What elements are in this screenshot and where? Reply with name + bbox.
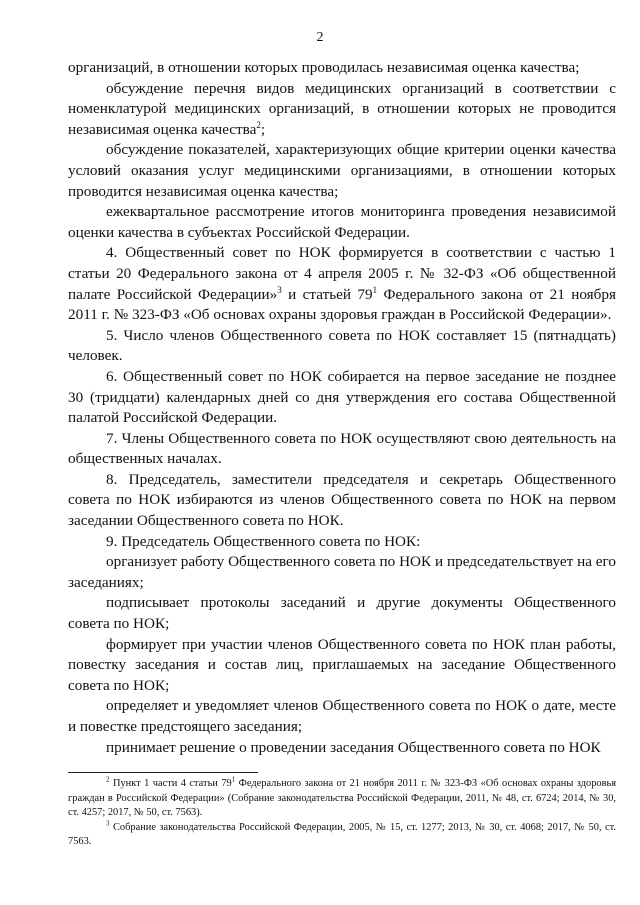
footnote: $^3$ Собрание законодательства Российской Федерации, 2005, № 15, ст. 1277; 2013, № 30, ст. 4068; 2017, № 50, ст. 7563. [68,819,616,848]
paragraph: ежеквартальное рассмотрение итогов мониторинга проведения независимой оценки качества в субъектах Российской Федерации. [68,203,616,241]
footnote-mark: 3 [106,819,110,828]
footnote-ref: 3 [277,284,282,295]
paragraph: 9. Председатель Общественного совета по НОК: [106,532,421,550]
paragraph: организаций, в отношении которых проводилась независимая оценка качества; [68,59,580,76]
paragraph: определяет и уведомляет членов Общественного совета по НОК о дате, месте и повестке предстоящего заседания; [68,697,616,735]
footnote: $^2$ Пункт 1 части 4 статьи $79^1$ Федерального закона от 21 ноября 2011 г. № 323-ФЗ «Об основах охраны здоровья граждан в Российской Федерации» (Собрание законодательства Российской Федерации, 2011, № 48, ст. 6724; 2014, № 30, ст. 4257; 2017, № 50, ст. 7563). [68,775,617,819]
paragraph: обсуждение перечня видов медицинских организаций в соответствии с номенклатурой медицинских организаций, в отношении которых не проводится независимая оценка качества$^2$; [68,79,616,138]
paragraph: формирует при участии членов Общественного совета по НОК план работы, повестку заседания и состав лиц, приглашаемых на заседание Общественного совета по НОК; [68,635,616,694]
footnote-ref: 2 [256,119,261,130]
article-superscript: 1 [231,775,236,784]
paragraph: обсуждение показателей, характеризующих общие критерии оценки качества условий оказания услуг медицинскими организациями, в отношении которых проводится независимая оценка качества; [68,141,616,200]
paragraph: принимает решение о проведении заседания Общественного совета по НОК [106,738,601,756]
footnote-mark: 2 [106,775,110,784]
paragraph: 8. Председатель, заместители председателя и секретарь Общественного совета по НОК избираются из членов Общественного совета по НОК на первом заседании Общественного совета по НОК. [68,470,616,530]
paragraph: 7. Члены Общественного совета по НОК осуществляют свою деятельность на общественных началах. [68,429,616,468]
paragraph: 6. Общественный совет по НОК собирается на первое заседание не позднее 30 (тридцати) календарных дней со дня утверждения его состава Общественной палатой Российской Федерации. [68,367,616,427]
paragraph: 5. Число членов Общественного совета по НОК составляет 15 (пятнадцать) человек. [68,326,616,365]
page-number: 2 [316,30,324,45]
paragraph: 4. Общественный совет по НОК формируется в соответствии с частью 1 статьи 20 Федерального закона от 4 апреля 2005 г. № 32-ФЗ «Об общественной палате Российской Федерации»$^3$ и статьей $79^1$ Федерального закона от 21 ноября 2011 г. № 323-ФЗ «Об основах охраны здоровья граждан в Российской Федерации». [68,244,616,324]
paragraph: подписывает протоколы заседаний и другие документы Общественного совета по НОК; [68,594,616,633]
body-text [68,58,616,758]
paragraph: организует работу Общественного совета по НОК и председательствует на его заседаниях; [68,553,616,591]
article-superscript: 1 [372,284,378,295]
footnotes [68,777,616,850]
footnote-divider [68,772,258,773]
